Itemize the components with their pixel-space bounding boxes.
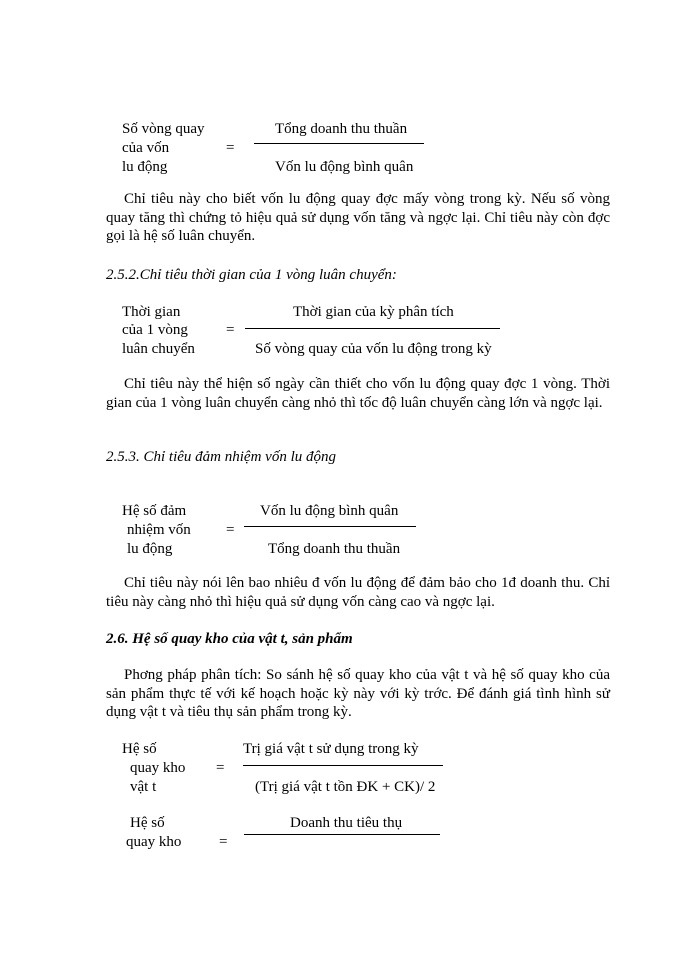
formula-numerator: Vốn lu động bình quân (260, 503, 399, 519)
formula-label-line: lu động (127, 541, 173, 557)
formula-denominator: Số vòng quay của vốn lu động trong kỳ (255, 341, 492, 357)
formula-label-line: quay kho (130, 760, 186, 776)
fraction-bar (244, 526, 416, 527)
equals-sign: = (226, 522, 235, 538)
paragraph: Chỉ tiêu này nói lên bao nhiêu đ vốn lu động để đảm bảo cho 1đ doanh thu. Chỉ tiêu này càng nhỏ thì hiệu quả sử dụng vốn càng cao và ngợc lại. (106, 575, 610, 610)
formula-numerator: Trị giá vật t sử dụng trong kỳ (243, 741, 419, 757)
equals-sign: = (226, 140, 235, 156)
formula-label-line: nhiệm vốn (127, 522, 191, 538)
equals-sign: = (219, 834, 228, 850)
paragraph: Chỉ tiêu này cho biết vốn lu động quay đợc mấy vòng trong kỳ. Nếu số vòng quay tăng thì chứng tỏ hiệu quả sử dụng vốn tăng và ngợc lại. Chỉ tiêu này còn đợc gọi là hệ số luân chuyển. (106, 191, 610, 244)
formula-label-line: luân chuyển (122, 341, 195, 357)
formula-label-line: vật t (130, 779, 157, 795)
formula-numerator: Doanh thu tiêu thụ (290, 815, 403, 831)
formula-denominator: Vốn lu động bình quân (275, 159, 414, 175)
formula-label-line: Số vòng quay (122, 121, 205, 137)
formula-numerator: Tổng doanh thu thuần (275, 121, 408, 137)
fraction-bar (244, 834, 440, 835)
formula-label-line: Hệ số (130, 815, 165, 831)
paragraph: Chỉ tiêu này thể hiện số ngày cần thiết cho vốn lu động quay đợc 1 vòng. Thời gian của 1 vòng luân chuyển càng nhỏ thì tốc độ luân chuyển càng lớn và ngợc lại. (106, 376, 610, 411)
formula-label-line: quay kho (126, 834, 182, 850)
formula-label-line: Hệ số (122, 741, 157, 757)
formula-label-line: Thời gian (122, 304, 181, 320)
formula-numerator: Thời gian của kỳ phân tích (293, 304, 454, 320)
formula-label-line: của 1 vòng (122, 322, 188, 338)
formula-label-line: lu động (122, 159, 168, 175)
section-heading: 2.6. Hệ số quay kho của vật t, sản phẩm (106, 631, 353, 647)
paragraph: Phơng pháp phân tích: So sánh hệ số quay kho của vật t và hệ số quay kho của sản phẩm thực tế với kế hoạch hoặc kỳ này với kỳ trớc. Để đánh giá tình hình sử dụng vật t và tiêu thụ sản phẩm trong kỳ. (106, 667, 610, 720)
fraction-bar (243, 765, 443, 766)
formula-denominator: (Trị giá vật t tồn ĐK + CK)/ 2 (255, 779, 436, 795)
equals-sign: = (216, 760, 225, 776)
section-heading: 2.5.3. Chỉ tiêu đảm nhiệm vốn lu động (106, 449, 336, 465)
formula-label-line: Hệ số đảm (122, 503, 187, 519)
section-heading: 2.5.2.Chỉ tiêu thời gian của 1 vòng luân chuyển: (106, 267, 397, 283)
formula-label-line: của vốn (122, 140, 170, 156)
formula-denominator: Tổng doanh thu thuần (268, 541, 401, 557)
fraction-bar (245, 328, 500, 329)
equals-sign: = (226, 322, 235, 338)
fraction-bar (254, 143, 424, 144)
